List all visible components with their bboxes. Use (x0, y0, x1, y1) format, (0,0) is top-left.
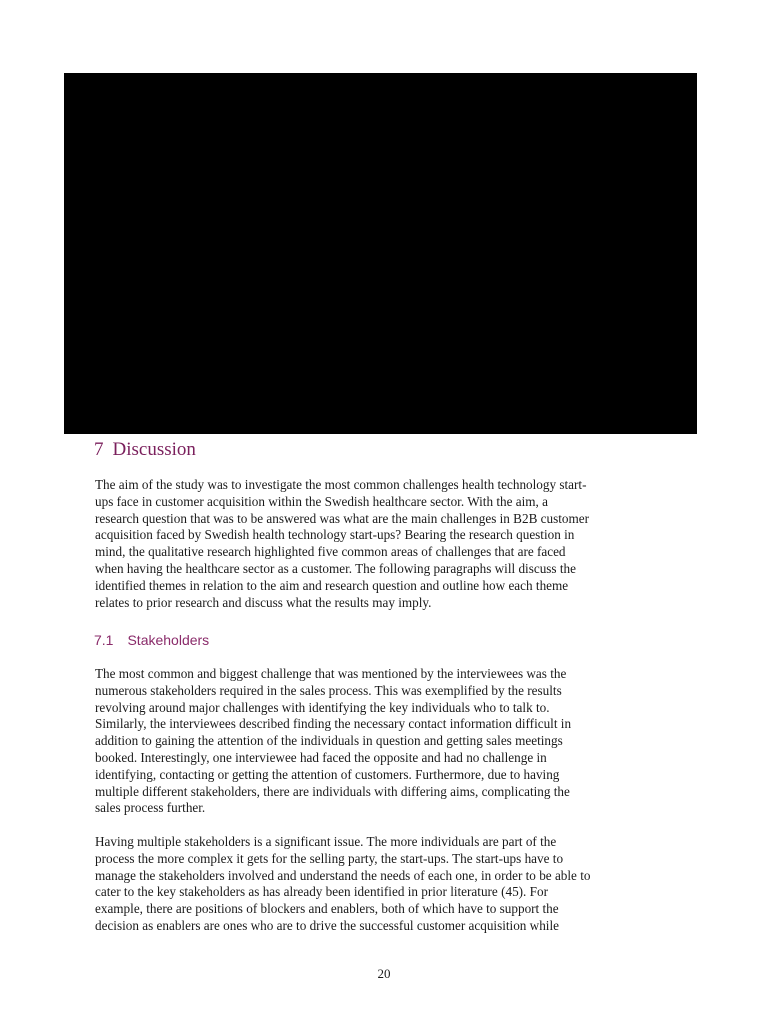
text-line: process the more complex it gets for the selling party, the start-ups. The start-ups have to (95, 850, 564, 866)
text-line: sales process further. (95, 800, 206, 816)
text-line: mind, the qualitative research highlighted five common areas of challenges that are faced (95, 544, 566, 560)
text-line: manage the stakeholders involved and understand the needs of each one, in order to be able to (95, 867, 591, 883)
redacted-figure (64, 73, 697, 434)
text-line: addition to gaining the attention of the individuals in question and getting sales meetings (95, 733, 563, 749)
section-heading (94, 439, 196, 461)
text-line: Similarly, the interviewees described finding the necessary contact information difficult in (95, 716, 572, 732)
text-line: cater to the key stakeholders as has already been identified in prior literature (45). For (95, 884, 548, 900)
stakeholders-paragraph-2 (95, 834, 685, 935)
text-line: booked. Interestingly, one interviewee had faced the opposite and had no challenge in (95, 749, 547, 765)
text-line: multiple different stakeholders, there are individuals with differing aims, complicating the (95, 783, 570, 799)
stakeholders-paragraph-1 (95, 666, 685, 817)
text-line: acquisition faced by Swedish health technology start-ups? Bearing the research question in (95, 527, 575, 543)
subsection-number: 7.1 (94, 632, 114, 648)
text-line: relates to prior research and discuss what the results may imply. (95, 594, 432, 610)
text-line: The aim of the study was to investigate the most common challenges health technology start- (95, 477, 587, 492)
text-line: when having the healthcare sector as a customer. The following paragraphs will discuss the (95, 560, 576, 576)
intro-paragraph (95, 477, 685, 611)
text-line: example, there are positions of blockers and enablers, both of which have to support the (95, 901, 559, 917)
text-line: revolving around major challenges with identifying the key individuals who to talk to. (95, 699, 550, 715)
text-line: identified themes in relation to the aim and research question and outline how each theme (95, 577, 569, 593)
text-line: identifying, contacting or getting the attention of customers. Furthermore, due to having (95, 766, 560, 782)
subsection-title: Stakeholders (127, 632, 210, 648)
subsection-heading (94, 632, 209, 648)
text-line: ups face in customer acquisition within the Swedish healthcare sector. With the aim, a (95, 493, 548, 509)
text-line: numerous stakeholders required in the sales process. This was exemplified by the results (95, 682, 562, 698)
text-line: Having multiple stakeholders is a significant issue. The more individuals are part of the (95, 834, 557, 849)
text-line: The most common and biggest challenge that was mentioned by the interviewees was the (95, 666, 567, 681)
section-title: Discussion (112, 439, 196, 460)
text-line: research question that was to be answered was what are the main challenges in B2B customer (95, 510, 590, 526)
text-line: decision as enablers are ones who are to drive the successful customer acquisition while (95, 917, 559, 933)
section-number: 7 (94, 439, 104, 460)
page-number: 20 (377, 966, 391, 981)
